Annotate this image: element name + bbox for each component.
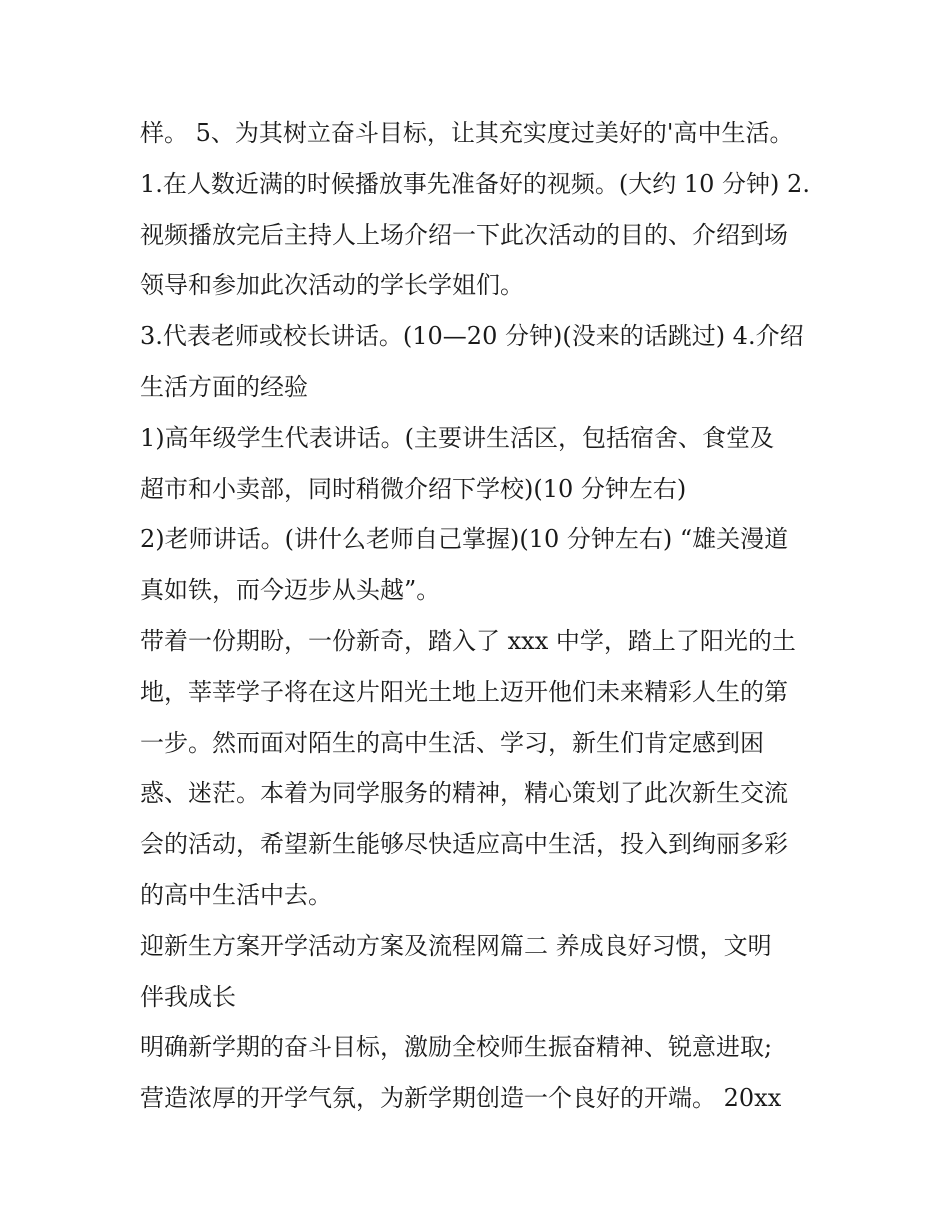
text-line-19: 明确新学期的奋斗目标，激励全校师生振奋精神、锐意进取; <box>140 1033 773 1062</box>
text-line-17: 迎新生方案开学活动方案及流程网篇二 养成良好习惯，文明 <box>140 931 772 960</box>
text-line-18: 伴我成长 <box>140 982 236 1011</box>
text-line-14: 惑、迷茫。本着为同学服务的精神，精心策划了此次新生交流 <box>140 779 788 808</box>
text-line-20: 营造浓厚的开学气氛，为新学期创造一个良好的开端。 20xx <box>140 1084 782 1113</box>
text-line-15: 会的活动，希望新生能够尽快适应高中生活，投入到绚丽多彩 <box>140 830 788 859</box>
text-line-3: 视频播放完后主持人上场介绍一下此次活动的目的、介绍到场 <box>140 220 788 249</box>
text-line-6: 生活方面的经验 <box>140 372 308 401</box>
document-body <box>140 108 820 1124</box>
text-line-11: 带着一份期盼，一份新奇，踏入了 xxx 中学，踏上了阳光的土 <box>140 626 796 655</box>
text-line-7: 1)高年级学生代表讲话。(主要讲生活区，包括宿舍、食堂及 <box>140 423 774 452</box>
text-line-9: 2)老师讲话。(讲什么老师自己掌握)(10 分钟左右) “雄关漫道 <box>140 525 789 554</box>
text-line-2: 1.在人数近满的时候播放事先准备好的视频。(大约 10 分钟) 2. <box>140 169 810 198</box>
text-line-4: 领导和参加此次活动的学长学姐们。 <box>140 271 524 300</box>
text-line-13: 一步。然而面对陌生的高中生活、学习，新生们肯定感到困 <box>140 728 764 757</box>
text-line-1: 样。 5、为其树立奋斗目标，让其充实度过美好的'高中生活。 <box>140 119 794 147</box>
text-line-16: 的高中生活中去。 <box>140 880 332 909</box>
text-line-12: 地，莘莘学子将在这片阳光土地上迈开他们未来精彩人生的第 <box>140 677 788 706</box>
text-line-8: 超市和小卖部，同时稍微介绍下学校)(10 分钟左右) <box>140 474 687 503</box>
text-line-5: 3.代表老师或校长讲话。(10—20 分钟)(没来的话跳过) 4.介绍 <box>140 322 804 351</box>
text-line-10: 真如铁，而今迈步从头越”。 <box>140 576 441 605</box>
